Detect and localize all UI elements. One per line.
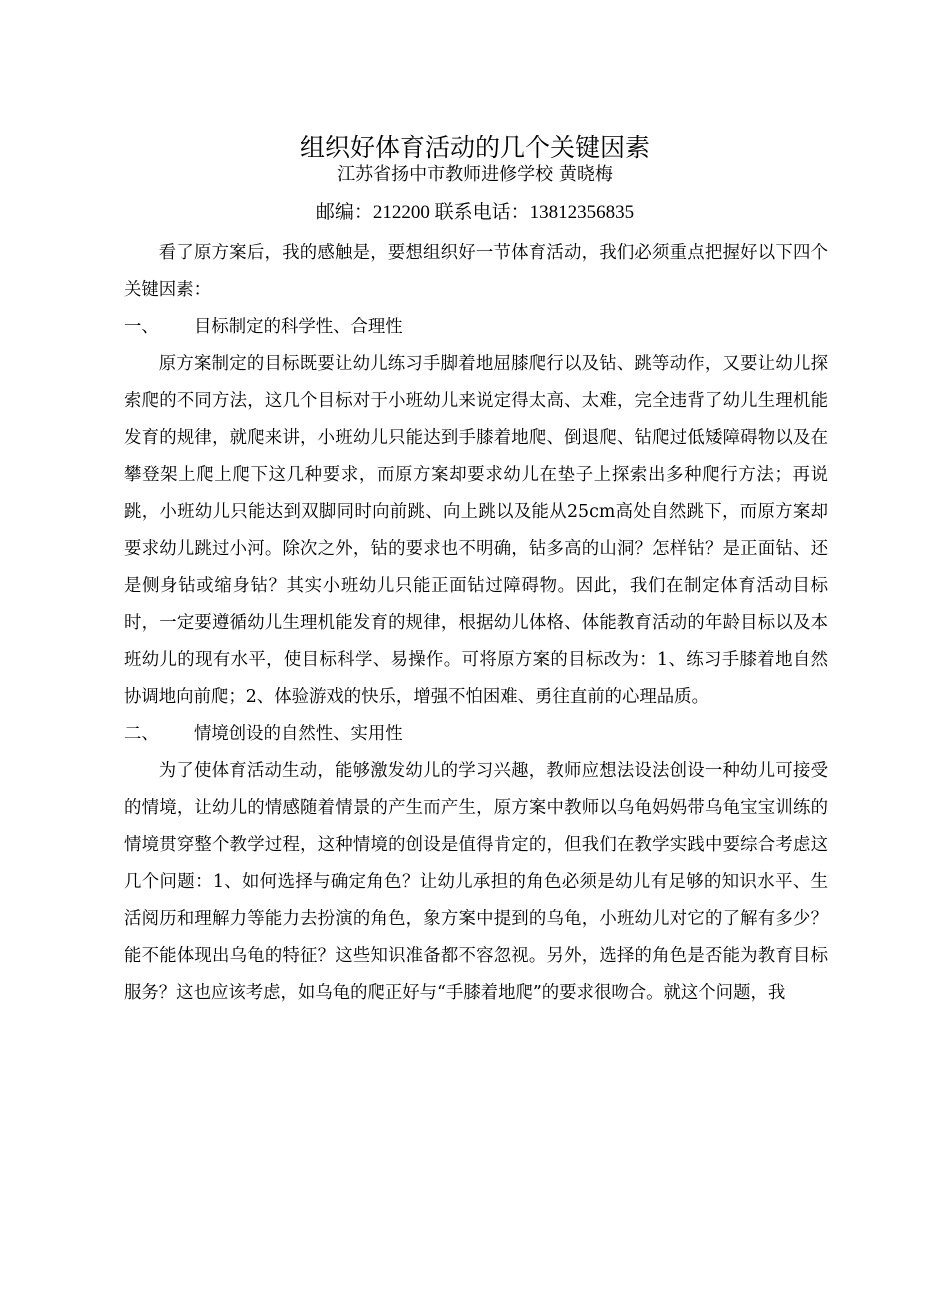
document-title: 组织好体育活动的几个关键因素 — [299, 133, 650, 162]
section-title-1: 目标制定的科学性、合理性 — [194, 317, 403, 337]
section-paragraph-1: 原方案制定的目标既要让幼儿练习手脚着地屈膝爬行以及钻、跳等动作，又要让幼儿探索爬的不同方法，这几个目标对于小班幼儿来说定得太高、太难，完全违背了幼儿生理机能发育的规律，就爬来讲，小班幼儿只能达到手膝着地爬、倒退爬、钻爬过低矮障碍物以及在攀登架上爬上爬下这几种要求，而原方案却要求幼儿在垫子上探索出多种爬行方法；再说跳，小班幼儿只能达到双脚同时向前跳、向上跳以及能从25cm高处自然跳下，而原方案却要求幼儿跳过小河。除次之外，钻的要求也不明确，钻多高的山洞？怎样钻？是正面钻、还是侧身钻或缩身钻？其实小班幼儿只能正面钻过障碍物。因此，我们在制定体育活动目标时，一定要遵循幼儿生理机能发育的规律，根据幼儿体格、体能教育活动的年龄目标以及本班幼儿的现有水平，使目标科学、易操作。可将原方案的目标改为：1、练习手膝着地自然协调地向前爬；2、体验游戏的快乐，增强不怕困难、勇往直前的心理品质。 — [124, 354, 828, 707]
section-title-2: 情境创设的自然性、实用性 — [194, 724, 403, 744]
contact-line: 邮编：212200 联系电话：13812356835 — [315, 202, 635, 223]
section-number-1: 一、 — [124, 317, 159, 337]
section-heading-1 — [124, 309, 828, 346]
section-paragraph-2: 为了使体育活动生动，能够激发幼儿的学习兴趣，教师应想法设法创设一种幼儿可接受的情境，让幼儿的情感随着情景的产生而产生，原方案中教师以乌龟妈妈带乌龟宝宝训练的情境贯穿整个教学过程，这种情境的创设是值得肯定的，但我们在教学实践中要综合考虑这几个问题：1、如何选择与确定角色？让幼儿承担的角色必须是幼儿有足够的知识水平、生活阅历和理解力等能力去扮演的角色，象方案中提到的乌龟，小班幼儿对它的了解有多少？能不能体现出乌龟的特征？这些知识准备都不容忽视。另外，选择的角色是否能为教育目标服务？这也应该考虑，如乌龟的爬正好与“手膝着地爬”的要求很吻合。就这个问题，我 — [124, 761, 828, 1003]
intro-paragraph: 看了原方案后，我的感触是，要想组织好一节体育活动，我们必须重点把握好以下四个关键因素： — [124, 243, 828, 300]
section-number-2: 二、 — [124, 724, 159, 744]
section-heading-2 — [124, 716, 828, 753]
author-line: 江苏省扬中市教师进修学校 黄晓梅 — [337, 164, 613, 185]
article-body — [124, 235, 828, 1012]
